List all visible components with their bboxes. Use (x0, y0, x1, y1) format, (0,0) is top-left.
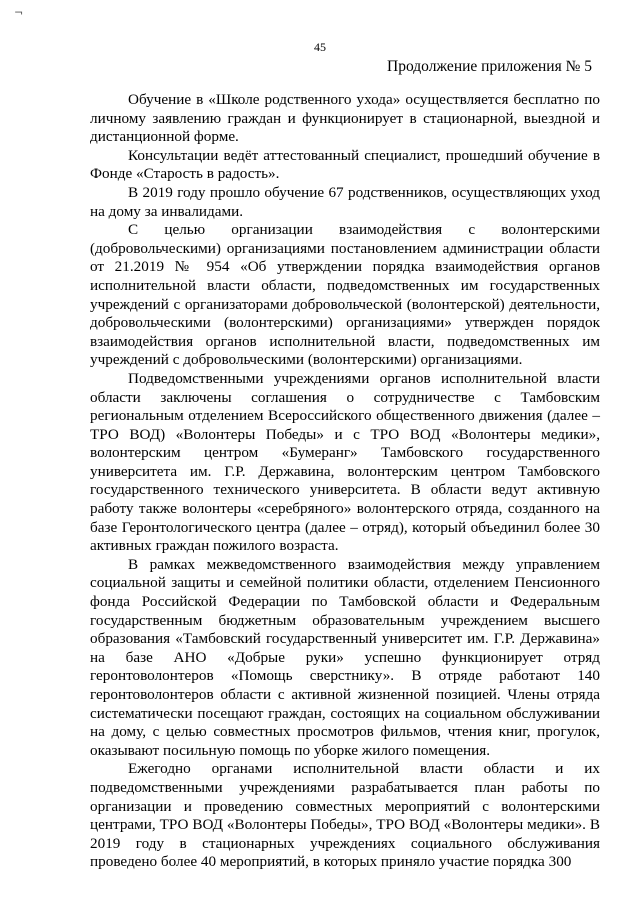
paragraph-2019-training: В 2019 году прошло обучение 67 родственников, осуществляющих уход на дому за инвалидами. (90, 183, 600, 220)
paragraph-training-school: Обучение в «Школе родственного ухода» осуществляется бесплатно по личному заявлению граждан и функционирует в стационарной, выездной и дистанционной форме. (90, 91, 600, 146)
appendix-label: Продолжение приложения № 5 (387, 58, 592, 75)
paragraph-cooperation-agreements: Подведомственными учреждениями органов исполнительной власти области заключены соглашения о сотрудничестве с Тамбовским региональным отделением Всероссийского общественного движения (далее – ТРО ВОД) «Волонтеры Победы» и с ТРО ВОД «Волонтеры медики», волонтерским центром «Бумеранг» Тамбовского государственного университета им. Г.Р. Державина, волонтерским центром Тамбовского государственного технического университета. В области ведут активную работу также волонтеры «серебряного» волонтерского отряда, созданного на базе Геронтологического центра (далее – отряд), который объединил более 30 активных граждан пожилого возраста. (90, 369, 600, 555)
paragraph-consultations: Консультации ведёт аттестованный специалист, прошедший обучение в Фонде «Старость в радость». (90, 146, 600, 183)
page-number: 45 (314, 40, 326, 54)
paragraph-volunteer-resolution: С целью организации взаимодействия с волонтерскими (добровольческими) организациями постановлением администрации области от 21.2019 № 954 «Об утверждении порядка взаимодействия органов исполнительной власти области, подведомственных им государственных учреждений с организаторами добровольческой (волонтерской) деятельности, добровольческими (волонтерскими) организациями» утвержден порядок взаимодействия органов исполнительной власти, подведомственных им учреждений с добровольческими (волонтерскими) организациями. (90, 221, 600, 369)
corner-mark: ¬ (14, 6, 24, 19)
paragraph-annual-plan: Ежегодно органами исполнительной власти области и их подведомственными учреждениями разрабатывается план работы по организации и проведению совместных мероприятий с волонтерскими центрами, ТРО ВОД «Волонтеры Победы», ТРО ВОД «Волонтеры медики». В 2019 году в стационарных учреждениях социального обслуживания проведено более 40 мероприятий, в которых приняло участие порядка 300 (90, 760, 600, 871)
body-text (90, 91, 600, 872)
paragraph-interagency-cooperation: В рамках межведомственного взаимодействия между управлением социальной защиты и семейной политики области, отделением Пенсионного фонда Российской Федерации по Тамбовской области и Федеральным государственным бюджетным образовательным учреждением высшего образования «Тамбовский государственный университет им. Г.Р. Державина» на базе АНО «Добрые руки» успешно функционирует отряд геронтоволонтеров «Помощь сверстнику». В отряде работают 140 геронтоволонтеров области с активной жизненной позицией. Члены отряда систематически посещают граждан, состоящих на социальном обслуживании на дому, с целью совместных просмотров фильмов, чтения книг, прогулок, оказывают посильную помощь по уборке жилого помещения. (90, 555, 600, 759)
